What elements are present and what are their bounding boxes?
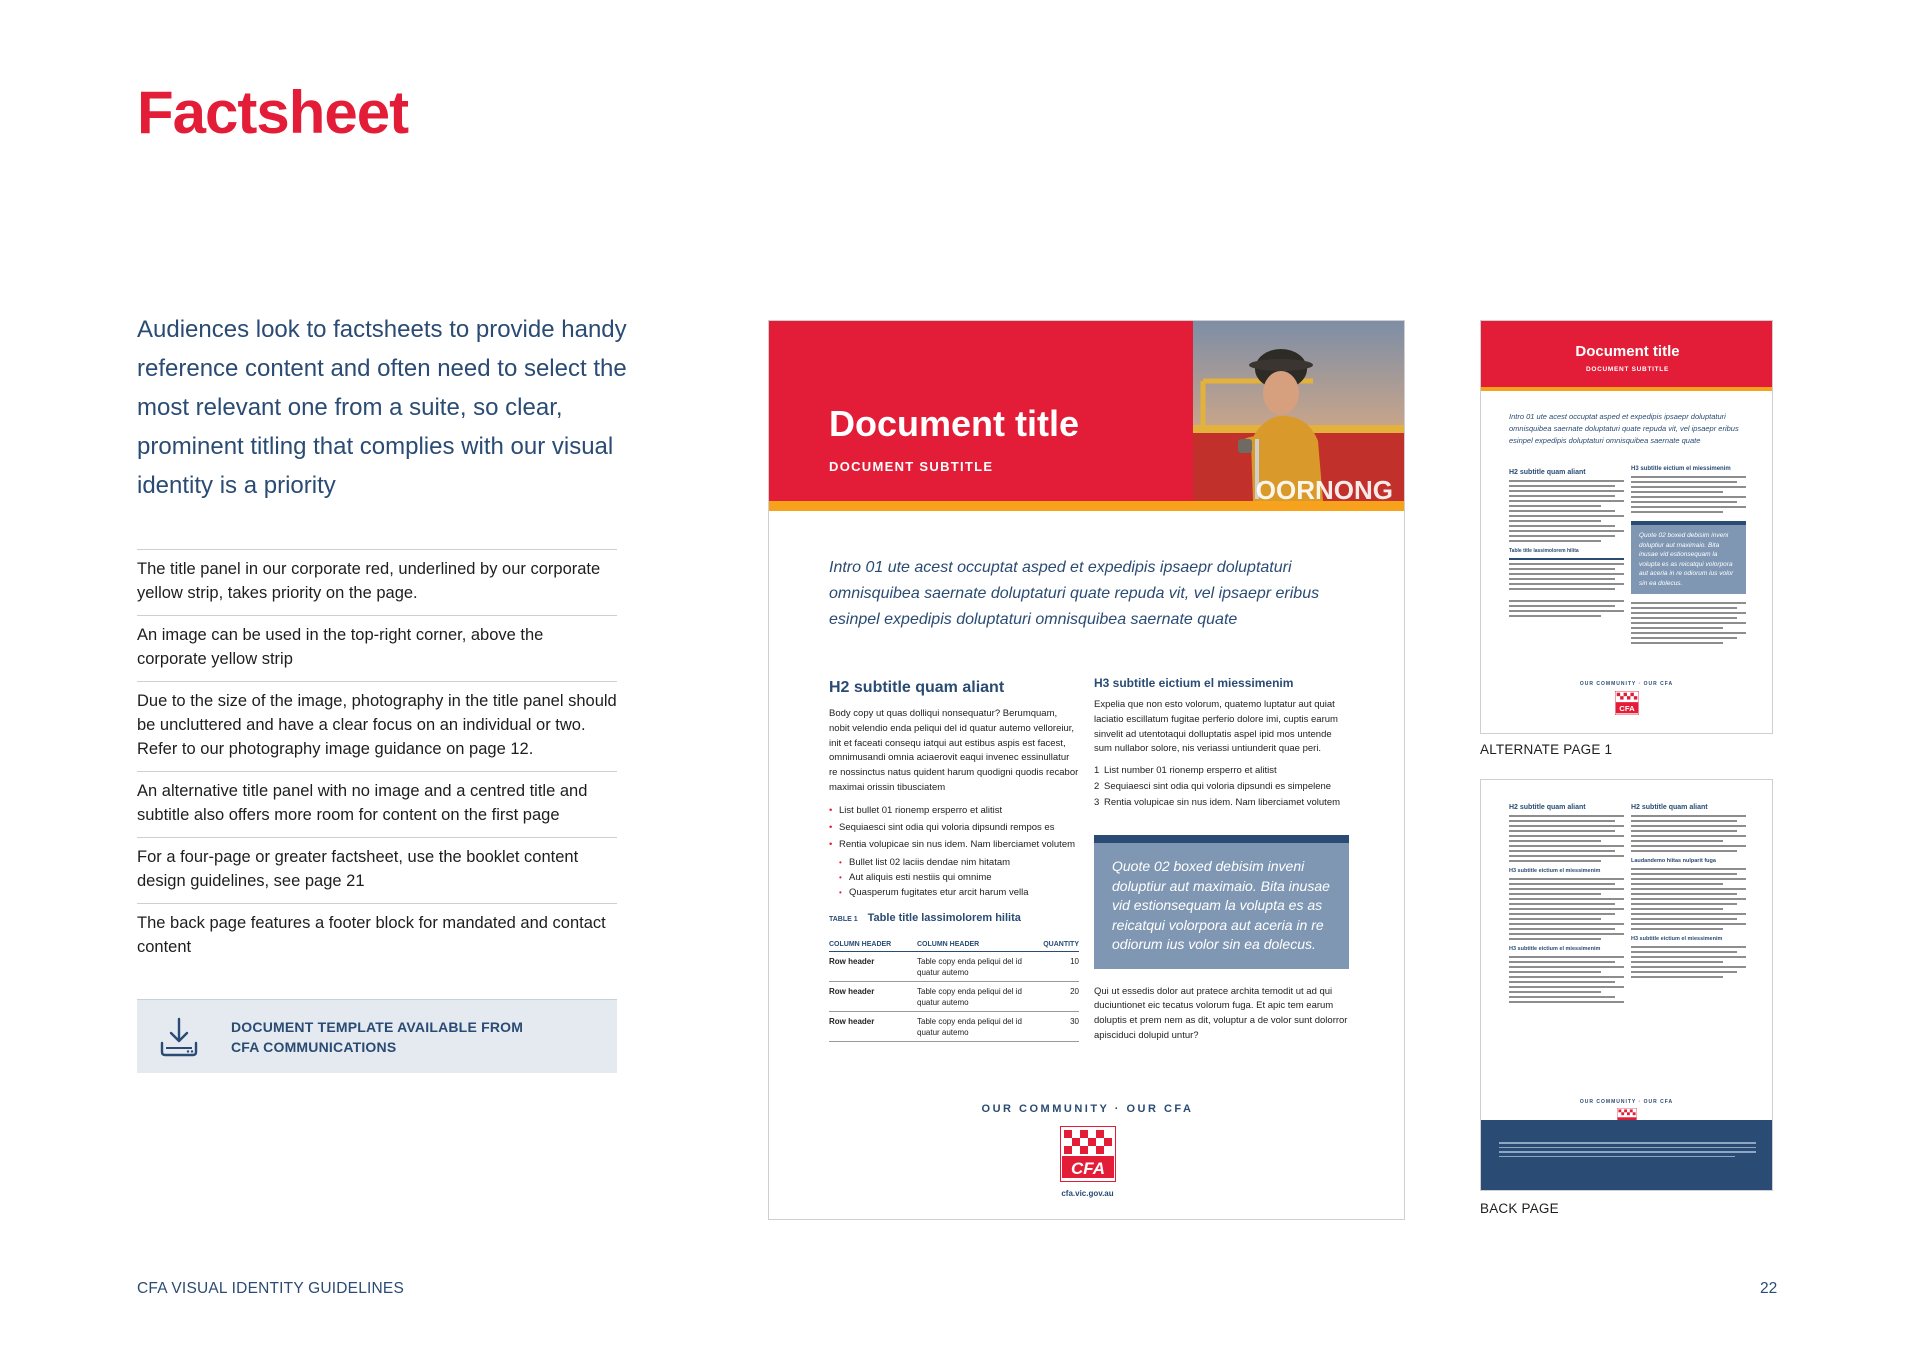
thumb-left-column xyxy=(1509,469,1624,617)
guideline-item: An alternative title panel with no image and a centred title and subtitle also offers more room for content on the first page xyxy=(137,771,617,837)
download-line-1: DOCUMENT TEMPLATE AVAILABLE FROM xyxy=(231,1018,524,1035)
doc-subtitle: DOCUMENT SUBTITLE xyxy=(829,459,994,474)
list-item: • Rentia volupicae sin nus idem. Nam liberciamet volutem xyxy=(829,836,1079,853)
guideline-list xyxy=(137,549,617,969)
download-line-2: CFA COMMUNICATIONS xyxy=(231,1038,397,1055)
column-header: COLUMN HEADER xyxy=(829,938,917,952)
placeholder-table-lines xyxy=(1509,558,1624,590)
placeholder-text-lines xyxy=(1631,815,1746,852)
placeholder-text-lines xyxy=(1509,600,1624,617)
guidelines-footer: CFA VISUAL IDENTITY GUIDELINES xyxy=(137,1280,404,1297)
doc-slogan: OUR COMMUNITY · OUR CFA xyxy=(981,1103,1194,1115)
list-item: • Aut aliquis esti nestiis qui omnime xyxy=(839,870,1079,885)
doc-intro: Intro 01 ute acest occuptat asped et expedipis ipsaepr doluptaturi omnisquibea saernate doluptaturi quate repuda vit, vel ipsaepr eribus esinpel expedipis doluptaturi omnisquibea saernate quate xyxy=(829,559,1320,628)
table-cell: Table copy enda peliqui del id quatur autemo xyxy=(917,1011,1043,1041)
intro-paragraph: Audiences look to factsheets to provide handy reference content and often need to select the most relevant one from a suite, so clear, prominent titling that complies with our visual identity is a priority xyxy=(137,316,627,499)
doc-url: cfa.vic.gov.au xyxy=(1061,1189,1114,1198)
thumb-h3: Laudandemo hiitas nulparit fuga xyxy=(1631,858,1716,864)
page-title: Factsheet xyxy=(137,79,409,146)
table-caption xyxy=(829,912,1079,924)
placeholder-text-lines xyxy=(1631,868,1746,930)
page-number: 22 xyxy=(1760,1280,1778,1297)
table-cell: 10 xyxy=(1043,951,1079,981)
yellow-strip xyxy=(769,501,1405,511)
doc-table xyxy=(829,938,1079,1042)
thumb-h2: H2 subtitle quam aliant xyxy=(1509,804,1586,811)
thumb-right-column xyxy=(1631,466,1746,644)
placeholder-text-lines xyxy=(1509,956,1624,1003)
guideline-item: Due to the size of the image, photography in the title panel should be uncluttered and have a clear focus on an individual or two. Refer to our photography image guidance on page 12. xyxy=(137,681,617,771)
placeholder-text-lines xyxy=(1509,480,1624,542)
placeholder-text-lines xyxy=(1631,946,1746,978)
logo-text: CFA xyxy=(1071,1159,1105,1178)
table-row xyxy=(829,981,1079,1011)
cfa-logo xyxy=(1615,691,1639,715)
doc-title: Document title xyxy=(829,403,1080,444)
back-page-footer-block xyxy=(1481,1120,1773,1190)
guideline-item: The back page features a footer block for mandated and contact content xyxy=(137,903,617,969)
factsheet-preview-page xyxy=(768,320,1405,1220)
template-download-banner[interactable] xyxy=(137,999,617,1073)
thumb-h3: H3 subtitle eictium el miessimenim xyxy=(1631,936,1723,942)
table-cell: 20 xyxy=(1043,981,1079,1011)
table-cell: 30 xyxy=(1043,1011,1079,1041)
download-tray-icon xyxy=(157,1015,201,1059)
doc-body-copy: Body copy ut quas dolliqui nonsequatur? Berumquam, nobit velendio enda peliqui del id quatur autemo velloreiur, init et faceati consequ iatqui aut estibus aspis est facest, omnimusandi omnia aciaerovit eaqui invenec essinullatur re nossinctus natus quident harum quodigni quodis recabor maximai orissin tibusciatem xyxy=(829,708,1079,793)
doc-left-column xyxy=(829,679,1079,1042)
list-item: • Sequiaesci sint odia qui voloria dipsundi rempos es xyxy=(829,819,1079,836)
row-header: Row header xyxy=(829,1011,917,1041)
placeholder-text-lines xyxy=(1631,602,1746,644)
download-text xyxy=(231,1017,523,1057)
guideline-item: The title panel in our corporate red, underlined by our corporate yellow strip, takes priority on the page. xyxy=(137,549,617,615)
logo-text: CFA xyxy=(1619,704,1635,714)
doc-body-copy: Expelia que non esto volorum, quatemo luptatur aut quiat laciatio escillatum fugitae perferio dolore imi, cuptis earum sinvelit ad utentotaqui dolluptatis aspel ipid mos untende sum nullabor solore, nis veriassi untiunderit quae peri. xyxy=(1094,699,1338,755)
doc-quote-box: Quote 02 boxed debisim inveni doluptiur aut maximaio. Bita inusae vid estionsequam la volupta es as reicatqui volorpora aut aceria in re odiorum ius volor sin ea dolecus. xyxy=(1094,835,1349,969)
thumb-quote-box: Quote 02 boxed debisim inveni doluptiur aut maximaio. Bita inusae vid estionsequam la volupta es as reicatqui volorpora aut aceria in re odiorum ius volor sin ea dolecus. xyxy=(1631,521,1746,594)
thumb-h3: H3 subtitle eictium el miessimenim xyxy=(1509,946,1601,952)
list-item: 2 Sequiaesci sint odia qui voloria dipsundi es simpelene xyxy=(1094,781,1332,793)
guideline-item: For a four-page or greater factsheet, use the booklet content design guidelines, see page 21 xyxy=(137,837,617,903)
placeholder-text-lines xyxy=(1631,476,1746,513)
column-header: QUANTITY xyxy=(1043,938,1079,952)
doc-h3: H3 subtitle eictium el miessimenim xyxy=(1094,676,1294,690)
list-item: • Quasperum fugitates etur arcit harum vella xyxy=(839,885,1079,900)
placeholder-text-lines xyxy=(1509,815,1624,862)
doc-sub-bullet-list xyxy=(829,855,1079,900)
firefighter-illustration xyxy=(1193,321,1405,501)
thumb-left-column xyxy=(1509,804,1624,1003)
table-title: Table title lassimolorem hilita xyxy=(867,911,1021,924)
doc-right-column xyxy=(1094,676,1349,1044)
table-number: TABLE 1 xyxy=(829,915,858,923)
list-item: • Bullet list 02 laciis dendae nim hitatam xyxy=(839,855,1079,870)
thumb-h2: H2 subtitle quam aliant xyxy=(1509,469,1586,476)
guideline-item: An image can be used in the top-right corner, above the corporate yellow strip xyxy=(137,615,617,681)
doc-numbered-list xyxy=(1094,763,1349,811)
thumb-doc-title: Document title xyxy=(1575,343,1680,360)
firefighter-photo xyxy=(1193,321,1405,501)
alternate-page-thumbnail xyxy=(1480,320,1773,734)
list-item: 1 List number 01 rionemp ersperro et alitist xyxy=(1094,765,1277,777)
doc-h2: H2 subtitle quam aliant xyxy=(829,679,1005,696)
table-header-row xyxy=(829,938,1079,952)
thumb-h3: H3 subtitle eictium el miessimenim xyxy=(1631,466,1731,472)
row-header: Row header xyxy=(829,981,917,1011)
table-cell: Table copy enda peliqui del id quatur autemo xyxy=(917,981,1043,1011)
thumb-intro: Intro 01 ute acest occuptat asped et expedipis ipsaepr doluptaturi omnisquibea saernate doluptaturi quate repuda vit, vel ipsaepr eribus esinpel expedipis doluptaturi omnisquibea saernate quate xyxy=(1509,412,1739,445)
placeholder-text-lines xyxy=(1499,1142,1756,1157)
table-row xyxy=(829,1011,1079,1041)
thumb-table-title: Table title lassimolorem hilita xyxy=(1509,548,1579,554)
back-page-label: BACK PAGE xyxy=(1480,1201,1559,1216)
table-cell: Table copy enda peliqui del id quatur autemo xyxy=(917,951,1043,981)
thumb-h2: H2 subtitle quam aliant xyxy=(1631,804,1708,811)
row-header: Row header xyxy=(829,951,917,981)
list-item: • List bullet 01 rionemp ersperro et alitist xyxy=(829,802,1079,819)
list-item: 3 Rentia volupicae sin nus idem. Nam liberciamet volutem xyxy=(1094,797,1341,809)
table-row xyxy=(829,951,1079,981)
doc-body-copy: Qui ut essedis dolor aut pratece archita temodit ut ad qui duciuntionet eic tecatus volorum fuga. Et apic tem earum doluptis et prem nem as dit, voluptur a de volor sunt dolorror apisciduci dolupid untur? xyxy=(1094,985,1348,1042)
thumb-slogan: OUR COMMUNITY · OUR CFA xyxy=(1579,681,1674,687)
yellow-strip xyxy=(1481,387,1773,391)
thumb-h3: H3 subtitle eictium el miessimenim xyxy=(1509,868,1601,874)
cfa-logo xyxy=(1060,1126,1116,1182)
thumb-doc-subtitle: DOCUMENT SUBTITLE xyxy=(1585,366,1670,373)
doc-bullet-list xyxy=(829,802,1079,853)
column-header: COLUMN HEADER xyxy=(917,938,1043,952)
alternate-page-label: ALTERNATE PAGE 1 xyxy=(1480,742,1613,757)
placeholder-text-lines xyxy=(1509,878,1624,940)
thumb-right-column xyxy=(1631,804,1746,978)
back-page-thumbnail xyxy=(1480,779,1773,1191)
thumb-slogan: OUR COMMUNITY · OUR CFA xyxy=(1579,1099,1674,1105)
photo-sign-text: OORNONG xyxy=(1255,475,1393,501)
